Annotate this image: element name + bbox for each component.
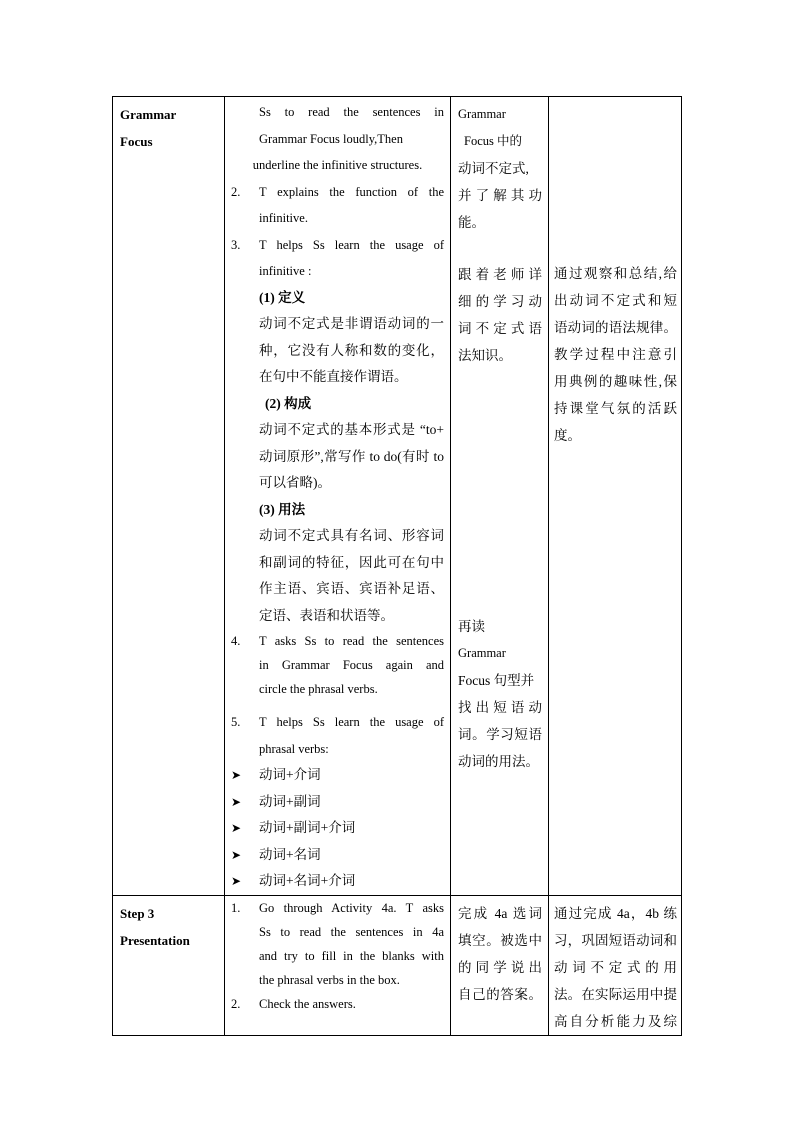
list-item: ➤ 动词+名词 bbox=[231, 842, 444, 869]
procedure-item: 4. T asks Ss to read the sentences in Grammar Focus again and circle the phrasal verbs. bbox=[231, 634, 444, 696]
student-activity-cell: Grammar Focus 中的 动词不定式, 并了解其功 能。 跟着老师详 细的学习动 词不定式语 法知识。 再读 Grammar Focus 句型并 找出短语动 词。学习短语 动词的用法。 bbox=[451, 97, 549, 896]
list-item: ➤ 动词+副词+介词 bbox=[231, 815, 444, 842]
procedure-item: 5. T helps Ss learn the usage of phrasal verbs: bbox=[231, 715, 444, 756]
stage-label: Grammar bbox=[120, 107, 177, 122]
stage-cell bbox=[113, 97, 225, 896]
arrow-bullet-icon: ➤ bbox=[231, 794, 242, 809]
arrow-bullet-icon: ➤ bbox=[231, 847, 242, 862]
subsection-body: 动词不定式是非谓语动词的一 种，它没有人称和数的变化， 在句中不能直接作谓语。 bbox=[259, 316, 444, 384]
stage-cell bbox=[113, 895, 225, 1035]
subsection-title: (2) 构成 bbox=[265, 395, 312, 411]
procedure-cell bbox=[225, 895, 451, 1035]
procedure-intro: Ss to read the sentences in Grammar Focus loudly,Then underline the infinitive structures. bbox=[252, 105, 444, 172]
subsection-body: 动词不定式的基本形式是 “to+ 动词原形”,常写作 to do(有时 to 可以省略)。 bbox=[259, 422, 444, 490]
procedure-item: 2. T explains the function of the infinitive. bbox=[231, 184, 444, 225]
subsection-body: 动词不定式具有名词、形容词 和副词的特征，因此可在句中 作主语、宾语、宾语补足语、 定语、表语和状语等。 bbox=[259, 528, 444, 623]
purpose-cell: 通过观察和总结,给 出动词不定式和短 语动词的语法规律。 教学过程中注意引 用典例的趣味性,保 持课堂气氛的活跃 度。 bbox=[549, 97, 682, 896]
procedure-item: 1. Go through Activity 4a. T asks Ss to read the sentences in 4a and try to fill in the blanks with the phrasal verbs in the box. bbox=[231, 900, 444, 987]
stage-label: Step 3 bbox=[120, 905, 155, 921]
list-item: ➤ 动词+副词 bbox=[231, 789, 444, 816]
student-activity-cell: 完成 4a 选词 填空。被选中 的同学说出 自己的答案。 bbox=[451, 895, 549, 1035]
procedure-cell bbox=[225, 97, 451, 896]
list-item: ➤ 动词+介词 bbox=[231, 762, 444, 789]
list-item: ➤ 动词+名词+介词 bbox=[231, 868, 444, 895]
procedure-item: 2. Check the answers. bbox=[231, 996, 356, 1011]
table-row-grammar-focus bbox=[113, 97, 682, 896]
purpose-cell: 通过完成 4a，4b 练 习，巩固短语动词和 动词不定式的用 法。在实际运用中提 高自分析能力及综 bbox=[549, 895, 682, 1035]
stage-label: Focus bbox=[120, 134, 153, 149]
arrow-bullet-icon: ➤ bbox=[231, 821, 242, 835]
subsection-title: (3) 用法 bbox=[259, 501, 306, 517]
stage-label: Presentation bbox=[120, 932, 190, 948]
arrow-bullet-icon: ➤ bbox=[231, 874, 242, 888]
procedure-item: 3. T helps Ss learn the usage of infinitive : bbox=[231, 237, 444, 278]
lesson-plan-table bbox=[112, 96, 682, 1036]
arrow-bullet-icon: ➤ bbox=[231, 768, 242, 782]
subsection-title: (1) 定义 bbox=[259, 289, 306, 305]
table-row-presentation bbox=[113, 895, 682, 1035]
